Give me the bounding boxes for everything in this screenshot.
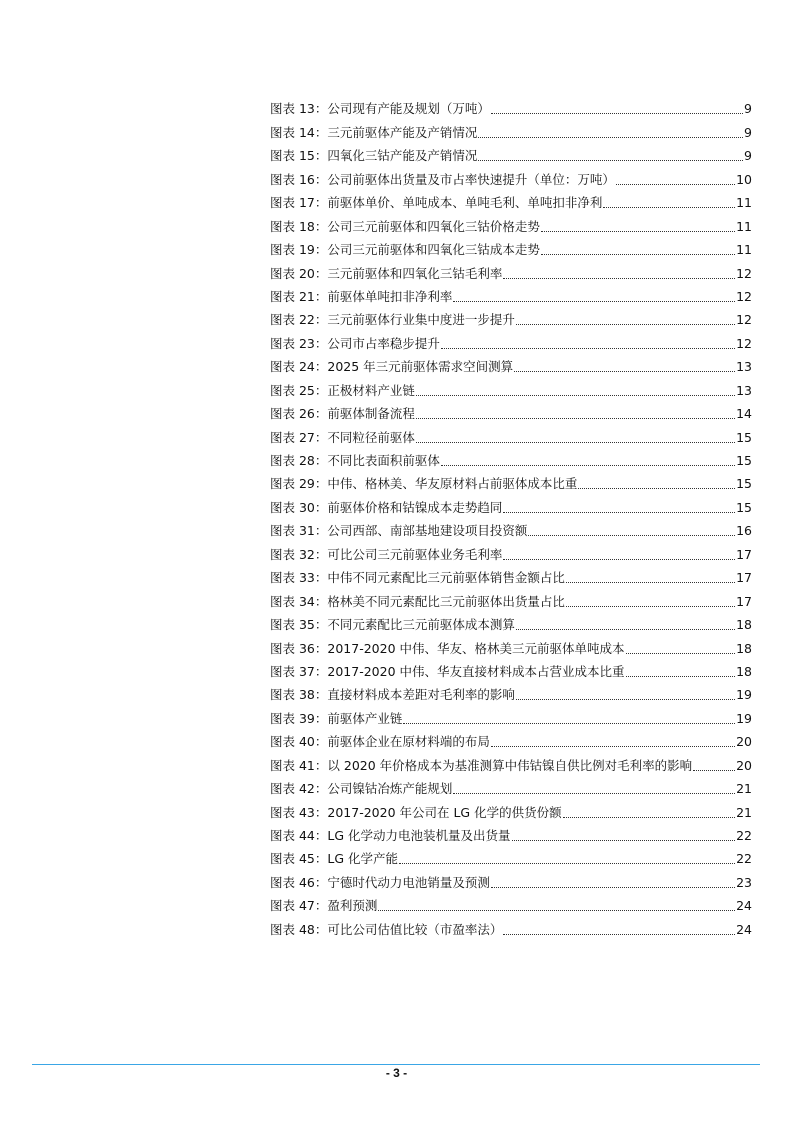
toc-dot-leader (503, 277, 735, 279)
toc-dot-leader (528, 534, 735, 536)
toc-dot-leader (441, 347, 735, 349)
toc-entry-label: 图表 45： (270, 851, 328, 867)
toc-entry-title: 前驱体企业在原材料端的布局 (327, 734, 490, 750)
toc-entry-label: 图表 19： (270, 242, 328, 258)
toc-entry-title: LG 化学产能 (327, 851, 399, 867)
toc-dot-leader (491, 112, 743, 114)
toc-entry[interactable] (270, 844, 752, 867)
toc-entry-title: 盈利预测 (327, 898, 378, 914)
toc-entry-page: 22 (736, 851, 752, 867)
toc-entry-page: 21 (736, 781, 752, 797)
toc-entry[interactable] (270, 282, 752, 305)
toc-dot-leader (578, 487, 735, 489)
toc-entry-label: 图表 26： (270, 406, 328, 422)
toc-dot-leader (491, 745, 735, 747)
toc-entry-label: 图表 17： (270, 195, 328, 211)
toc-entry-title: 三元前驱体行业集中度进一步提升 (327, 312, 515, 328)
toc-entry-title: 中伟、格林美、华友原材料占前驱体成本比重 (327, 476, 578, 492)
toc-entry[interactable] (270, 539, 752, 562)
toc-dot-leader (516, 698, 735, 700)
toc-entry-page: 15 (736, 499, 752, 515)
toc-entry[interactable] (270, 375, 752, 398)
toc-entry[interactable] (270, 422, 752, 445)
toc-entry-page: 20 (736, 734, 752, 750)
toc-entry-title: LG 化学动力电池装机量及出货量 (327, 828, 511, 843)
toc-entry-label: 图表 13： (270, 101, 328, 117)
toc-dot-leader (416, 417, 735, 419)
toc-entry-title: 三元前驱体和四氧化三钴毛利率 (327, 265, 503, 281)
toc-entry-title: 前驱体单价、单吨成本、单吨毛利、单吨扣非净利 (327, 195, 603, 211)
toc-entry-label: 图表 21： (270, 288, 328, 304)
toc-dot-leader (453, 300, 735, 302)
toc-entry-label: 图表 48： (270, 921, 328, 937)
toc-entry-page: 17 (736, 593, 752, 609)
toc-entry[interactable] (270, 797, 752, 820)
toc-entry-title: 正极材料产业链 (327, 382, 415, 398)
toc-entry-page: 15 (736, 429, 752, 445)
toc-entry-page: 12 (736, 288, 752, 304)
toc-entry-page: 9 (744, 148, 752, 164)
toc-entry-title: 宁德时代动力电池销量及预测 (327, 874, 490, 890)
toc-dot-leader (478, 136, 743, 138)
figure-list (270, 94, 752, 938)
toc-entry-page: 12 (736, 335, 752, 351)
toc-entry[interactable] (270, 750, 752, 773)
toc-entry-label: 图表 43： (270, 804, 328, 820)
toc-entry-title: 不同元素配比三元前驱体成本测算 (327, 617, 515, 633)
toc-dot-leader (541, 253, 735, 255)
toc-entry-title: 中伟不同元素配比三元前驱体销售金额占比 (327, 570, 565, 586)
toc-dot-leader (626, 675, 736, 677)
toc-entry-page: 11 (736, 195, 752, 211)
toc-entry-page: 19 (736, 710, 752, 726)
toc-entry-title: 三元前驱体产能及产销情况 (327, 124, 478, 140)
toc-entry[interactable] (270, 164, 752, 187)
toc-entry-title: 公司现有产能及规划（万吨） (327, 101, 490, 117)
toc-entry[interactable] (270, 774, 752, 797)
toc-entry-title: 前驱体单吨扣非净利率 (327, 288, 453, 304)
toc-entry-page: 10 (736, 171, 752, 187)
toc-entry-page: 11 (736, 242, 752, 258)
toc-entry-title: 公司镍钴冶炼产能规划 (327, 781, 453, 797)
toc-entry-label: 图表 15： (270, 148, 328, 164)
toc-entry[interactable] (270, 610, 752, 633)
toc-entry[interactable] (270, 446, 752, 469)
toc-entry-page: 16 (736, 523, 752, 539)
toc-entry-page: 18 (736, 617, 752, 633)
toc-entry-label: 图表 42： (270, 781, 328, 797)
toc-entry-title: 直接材料成本差距对毛利率的影响 (327, 687, 515, 703)
toc-entry-label: 图表 36： (270, 640, 328, 656)
toc-entry-label: 图表 29： (270, 476, 328, 492)
toc-entry-label: 图表 46： (270, 874, 328, 890)
toc-entry-title: 格林美不同元素配比三元前驱体出货量占比 (327, 593, 565, 609)
toc-entry-label: 图表 47： (270, 898, 328, 914)
toc-entry[interactable] (270, 727, 752, 750)
toc-entry[interactable] (270, 680, 752, 703)
toc-dot-leader (616, 183, 735, 185)
toc-entry-page: 19 (736, 687, 752, 703)
toc-entry-label: 图表 33： (270, 570, 328, 586)
toc-entry-page: 11 (736, 218, 752, 234)
toc-entry-page: 13 (736, 382, 752, 398)
toc-entry-title: 公司三元前驱体和四氧化三钴价格走势 (327, 218, 540, 234)
footer-divider (32, 1064, 760, 1065)
toc-entry-label: 图表 32： (270, 546, 328, 562)
toc-dot-leader (541, 230, 735, 232)
toc-dot-leader (503, 558, 735, 560)
toc-dot-leader (441, 464, 735, 466)
toc-entry-label: 图表 23： (270, 335, 328, 351)
toc-dot-leader (626, 652, 736, 654)
toc-dot-leader (563, 816, 735, 818)
toc-dot-leader (603, 206, 735, 208)
toc-entry-title: 以 2020 年价格成本为基准测算中伟钴镍自供比例对毛利率的影响 (327, 757, 693, 773)
toc-entry[interactable] (270, 821, 752, 844)
toc-dot-leader (416, 441, 735, 443)
toc-entry[interactable] (270, 469, 752, 492)
toc-entry-page: 15 (736, 453, 752, 468)
toc-dot-leader (403, 722, 735, 724)
toc-entry[interactable] (270, 94, 752, 117)
toc-entry[interactable] (270, 586, 752, 609)
toc-entry-label: 图表 37： (270, 663, 328, 679)
toc-entry-page: 17 (736, 570, 752, 586)
toc-entry-title: 前驱体产业链 (327, 710, 403, 726)
toc-entry-label: 图表 27： (270, 429, 328, 445)
toc-entry-title: 公司前驱体出货量及市占率快速提升（单位：万吨） (327, 171, 615, 187)
toc-dot-leader (399, 862, 735, 864)
toc-entry-page: 21 (736, 804, 752, 820)
toc-dot-leader (378, 909, 735, 911)
toc-entry-label: 图表 31： (270, 523, 328, 539)
toc-dot-leader (503, 933, 735, 935)
toc-entry-page: 12 (736, 312, 752, 328)
toc-entry-page: 14 (736, 406, 752, 422)
toc-entry[interactable] (270, 141, 752, 164)
toc-entry-page: 18 (736, 663, 752, 679)
toc-entry-title: 公司三元前驱体和四氧化三钴成本走势 (327, 242, 540, 258)
toc-dot-leader (516, 323, 735, 325)
toc-entry[interactable] (270, 352, 752, 375)
toc-entry[interactable] (270, 258, 752, 281)
toc-dot-leader (512, 839, 736, 841)
toc-entry-title: 2017-2020 中伟、华友直接材料成本占营业成本比重 (327, 663, 625, 679)
toc-entry[interactable] (270, 657, 752, 680)
toc-entry-title: 前驱体价格和钴镍成本走势趋同 (327, 499, 503, 515)
toc-entry[interactable] (270, 563, 752, 586)
toc-dot-leader (491, 886, 735, 888)
toc-entry-label: 图表 44： (270, 828, 328, 843)
toc-entry-label: 图表 30： (270, 499, 328, 515)
toc-dot-leader (453, 792, 735, 794)
toc-entry-page: 17 (736, 546, 752, 562)
toc-entry-page: 18 (736, 640, 752, 656)
toc-entry-title: 不同粒径前驱体 (327, 429, 415, 445)
toc-entry-title: 公司西部、南部基地建设项目投资额 (327, 523, 528, 539)
toc-dot-leader (503, 511, 735, 513)
toc-entry-title: 可比公司三元前驱体业务毛利率 (327, 546, 503, 562)
toc-entry-label: 图表 35： (270, 617, 328, 633)
toc-dot-leader (516, 628, 735, 630)
toc-entry[interactable] (270, 211, 752, 234)
toc-entry[interactable] (270, 235, 752, 258)
toc-entry[interactable] (270, 188, 752, 211)
toc-entry-title: 可比公司估值比较（市盈率法） (327, 921, 503, 937)
toc-entry-label: 图表 39： (270, 710, 328, 726)
toc-entry-title: 2025 年三元前驱体需求空间测算 (327, 359, 514, 375)
toc-entry-label: 图表 28： (270, 453, 328, 468)
toc-entry-title: 2017-2020 年公司在 LG 化学的供货份额 (327, 804, 562, 820)
toc-dot-leader (566, 605, 735, 607)
toc-entry-title: 公司市占率稳步提升 (327, 335, 440, 351)
toc-entry-label: 图表 22： (270, 312, 328, 328)
toc-entry[interactable] (270, 891, 752, 914)
page-number: - 3 - (385, 1066, 408, 1080)
toc-entry-page: 9 (744, 124, 752, 140)
toc-entry-page: 22 (736, 828, 752, 843)
toc-entry-label: 图表 16： (270, 171, 328, 187)
toc-entry-page: 12 (736, 265, 752, 281)
toc-entry-title: 2017-2020 中伟、华友、格林美三元前驱体单吨成本 (327, 640, 625, 656)
toc-entry-title: 不同比表面积前驱体 (327, 453, 440, 468)
toc-entry-page: 15 (736, 476, 752, 492)
toc-entry-label: 图表 24： (270, 359, 328, 375)
toc-entry[interactable] (270, 399, 752, 422)
toc-entry-label: 图表 20： (270, 265, 328, 281)
toc-entry-title: 四氧化三钴产能及产销情况 (327, 148, 478, 164)
toc-entry[interactable] (270, 867, 752, 890)
toc-entry-page: 9 (744, 101, 752, 117)
toc-entry-label: 图表 41： (270, 757, 328, 773)
toc-entry-page: 24 (736, 898, 752, 914)
toc-entry-label: 图表 40： (270, 734, 328, 750)
toc-entry[interactable] (270, 633, 752, 656)
toc-entry-label: 图表 14： (270, 124, 328, 140)
toc-dot-leader (693, 769, 735, 771)
toc-entry-page: 24 (736, 921, 752, 937)
toc-entry-label: 图表 25： (270, 382, 328, 398)
toc-dot-leader (566, 581, 735, 583)
toc-entry-label: 图表 38： (270, 687, 328, 703)
toc-entry-label: 图表 18： (270, 218, 328, 234)
toc-entry-page: 13 (736, 359, 752, 375)
toc-dot-leader (416, 394, 735, 396)
toc-entry-page: 20 (736, 757, 752, 773)
toc-entry-page: 23 (736, 874, 752, 890)
toc-entry[interactable] (270, 305, 752, 328)
toc-entry[interactable] (270, 914, 752, 937)
toc-entry-title: 前驱体制备流程 (327, 406, 415, 422)
toc-entry[interactable] (270, 117, 752, 140)
toc-entry-label: 图表 34： (270, 593, 328, 609)
toc-entry[interactable] (270, 703, 752, 726)
toc-entry[interactable] (270, 492, 752, 515)
toc-entry[interactable] (270, 516, 752, 539)
toc-entry[interactable] (270, 328, 752, 351)
toc-dot-leader (514, 370, 735, 372)
toc-dot-leader (478, 159, 743, 161)
